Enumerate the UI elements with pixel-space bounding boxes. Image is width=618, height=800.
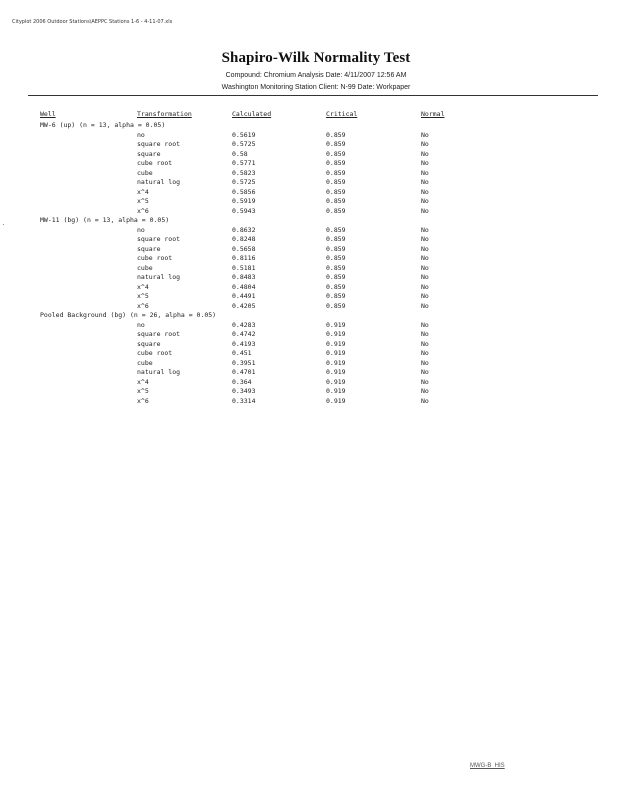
critical-cell: 0.859 bbox=[326, 206, 346, 215]
transformation-cell: x^6 bbox=[137, 396, 149, 405]
transformation-cell: natural log bbox=[137, 178, 181, 186]
table-row bbox=[40, 368, 429, 378]
report-subtitle-compound: Compound: Chromium Analysis Date: 4/11/2007 12:56 AM bbox=[225, 72, 407, 79]
table-row bbox=[40, 301, 429, 312]
calculated-cell: 0.4193 bbox=[232, 339, 256, 348]
critical-cell: 0.919 bbox=[326, 387, 346, 395]
report-title: Shapiro-Wilk Normality Test bbox=[221, 50, 411, 66]
table-row bbox=[40, 235, 429, 245]
table-row bbox=[40, 387, 429, 397]
critical-cell: 0.859 bbox=[326, 292, 346, 300]
table-row bbox=[40, 358, 429, 369]
table-row bbox=[40, 130, 429, 141]
calculated-cell: 0.5771 bbox=[232, 159, 256, 167]
table-row bbox=[40, 225, 429, 236]
table-row bbox=[40, 396, 429, 407]
calculated-cell: 0.5823 bbox=[232, 168, 256, 177]
calculated-cell: 0.5725 bbox=[232, 140, 256, 148]
calculated-cell: 0.5658 bbox=[232, 244, 256, 253]
normal-cell: No bbox=[421, 206, 429, 215]
calculated-cell: 0.364 bbox=[232, 377, 252, 386]
well-group-label: Pooled Background (bg) (n = 26, alpha = 0.05) bbox=[40, 311, 217, 319]
normal-cell: No bbox=[421, 349, 429, 357]
normal-cell: No bbox=[421, 330, 429, 338]
page-footer-id: MWG-B_HIS bbox=[470, 763, 505, 769]
calculated-cell: 0.5725 bbox=[232, 178, 256, 186]
transformation-cell: x^4 bbox=[137, 187, 149, 196]
calculated-cell: 0.8632 bbox=[232, 225, 256, 234]
transformation-cell: natural log bbox=[137, 368, 181, 376]
critical-cell: 0.859 bbox=[326, 130, 346, 139]
transformation-cell: x^6 bbox=[137, 301, 149, 310]
calculated-cell: 0.3951 bbox=[232, 358, 256, 367]
transformation-cell: x^5 bbox=[137, 292, 149, 300]
calculated-cell: 0.8248 bbox=[232, 235, 256, 243]
edge-mark bbox=[3, 224, 4, 225]
calculated-cell: 0.5856 bbox=[232, 187, 256, 196]
table-row bbox=[40, 263, 429, 274]
critical-cell: 0.919 bbox=[326, 349, 346, 357]
transformation-cell: cube bbox=[137, 263, 153, 272]
table-header-row bbox=[40, 110, 445, 120]
critical-cell: 0.859 bbox=[326, 235, 346, 243]
well-group-label: MW-11 (bg) (n = 13, alpha = 0.05) bbox=[40, 216, 170, 224]
file-path-header: Cityplot 2006 Outdoor Stations\AEPPC Stations 1-6 - 4-11-07.xls bbox=[12, 19, 173, 25]
transformation-cell: cube root bbox=[137, 254, 173, 262]
critical-cell: 0.859 bbox=[326, 197, 346, 205]
table-row bbox=[40, 273, 429, 283]
critical-cell: 0.919 bbox=[326, 377, 346, 386]
transformation-cell: square root bbox=[137, 235, 181, 243]
transformation-cell: cube root bbox=[137, 349, 173, 357]
table-row bbox=[40, 320, 429, 331]
calculated-cell: 0.5943 bbox=[232, 206, 256, 215]
transformation-cell: cube root bbox=[137, 159, 173, 167]
table-row bbox=[40, 244, 429, 255]
table-row bbox=[40, 282, 429, 293]
table-row bbox=[40, 339, 429, 350]
normal-cell: No bbox=[421, 187, 429, 196]
critical-cell: 0.859 bbox=[326, 159, 346, 167]
transformation-cell: cube bbox=[137, 358, 153, 367]
table-row bbox=[40, 159, 429, 169]
critical-cell: 0.919 bbox=[326, 358, 346, 367]
table-row bbox=[40, 377, 429, 388]
calculated-cell: 0.8483 bbox=[232, 273, 256, 281]
critical-cell: 0.859 bbox=[326, 244, 346, 253]
calculated-cell: 0.451 bbox=[232, 349, 252, 357]
table-row bbox=[40, 254, 429, 264]
normal-cell: No bbox=[421, 225, 429, 234]
transformation-cell: x^5 bbox=[137, 197, 149, 205]
critical-cell: 0.919 bbox=[326, 368, 346, 376]
table-body bbox=[40, 121, 429, 406]
transformation-cell: square bbox=[137, 244, 161, 253]
transformation-cell: square bbox=[137, 149, 161, 158]
normal-cell: No bbox=[421, 197, 429, 205]
normal-cell: No bbox=[421, 396, 429, 405]
normal-cell: No bbox=[421, 168, 429, 177]
transformation-cell: x^6 bbox=[137, 206, 149, 215]
calculated-cell: 0.5619 bbox=[232, 130, 256, 139]
table-row bbox=[40, 197, 429, 207]
critical-cell: 0.859 bbox=[326, 282, 346, 291]
well-group-label: MW-6 (up) (n = 13, alpha = 0.05) bbox=[40, 121, 166, 129]
normal-cell: No bbox=[421, 235, 429, 243]
transformation-cell: square root bbox=[137, 140, 181, 148]
table-row bbox=[40, 168, 429, 179]
report-subtitle-site: Washington Monitoring Station Client: N-99 Date: Workpaper bbox=[221, 84, 411, 91]
table-row bbox=[40, 330, 429, 340]
calculated-cell: 0.5919 bbox=[232, 197, 256, 205]
critical-cell: 0.919 bbox=[326, 330, 346, 338]
table-row bbox=[40, 149, 429, 160]
critical-cell: 0.919 bbox=[326, 339, 346, 348]
header-divider bbox=[28, 95, 598, 96]
critical-cell: 0.859 bbox=[326, 178, 346, 186]
table-row bbox=[40, 292, 429, 302]
transformation-cell: natural log bbox=[137, 273, 181, 281]
normal-cell: No bbox=[421, 130, 429, 139]
critical-cell: 0.919 bbox=[326, 320, 346, 329]
critical-cell: 0.859 bbox=[326, 254, 346, 262]
critical-cell: 0.859 bbox=[326, 273, 346, 281]
critical-cell: 0.859 bbox=[326, 301, 346, 310]
calculated-cell: 0.4491 bbox=[232, 292, 256, 300]
calculated-cell: 0.3314 bbox=[232, 396, 256, 405]
normal-cell: No bbox=[421, 339, 429, 348]
table-row bbox=[40, 187, 429, 198]
critical-cell: 0.859 bbox=[326, 140, 346, 148]
calculated-cell: 0.4205 bbox=[232, 301, 256, 310]
transformation-cell: no bbox=[137, 320, 145, 329]
critical-cell: 0.859 bbox=[326, 263, 346, 272]
normal-cell: No bbox=[421, 358, 429, 367]
normal-cell: No bbox=[421, 140, 429, 148]
transformation-cell: x^4 bbox=[137, 282, 149, 291]
normal-cell: No bbox=[421, 254, 429, 262]
transformation-cell: x^4 bbox=[137, 377, 149, 386]
col-header-critical: Critical bbox=[326, 110, 358, 118]
transformation-cell: no bbox=[137, 130, 145, 139]
normal-cell: No bbox=[421, 387, 429, 395]
transformation-cell: no bbox=[137, 225, 145, 234]
normal-cell: No bbox=[421, 301, 429, 310]
col-header-normal: Normal bbox=[421, 110, 445, 118]
col-header-calculated: Calculated bbox=[232, 110, 272, 118]
normal-cell: No bbox=[421, 159, 429, 167]
normal-cell: No bbox=[421, 368, 429, 376]
table-row bbox=[40, 140, 429, 150]
normal-cell: No bbox=[421, 244, 429, 253]
transformation-cell: x^5 bbox=[137, 387, 149, 395]
normality-table bbox=[40, 110, 445, 406]
normal-cell: No bbox=[421, 282, 429, 291]
calculated-cell: 0.8116 bbox=[232, 254, 256, 262]
calculated-cell: 0.5181 bbox=[232, 263, 256, 272]
normal-cell: No bbox=[421, 377, 429, 386]
critical-cell: 0.859 bbox=[326, 149, 346, 158]
table-row bbox=[40, 178, 429, 188]
transformation-cell: square bbox=[137, 339, 161, 348]
calculated-cell: 0.4283 bbox=[232, 320, 256, 329]
calculated-cell: 0.4804 bbox=[232, 282, 256, 291]
calculated-cell: 0.3493 bbox=[232, 387, 256, 395]
critical-cell: 0.859 bbox=[326, 187, 346, 196]
normal-cell: No bbox=[421, 178, 429, 186]
calculated-cell: 0.58 bbox=[232, 149, 248, 158]
col-header-transformation: Transformation bbox=[137, 110, 192, 118]
transformation-cell: cube bbox=[137, 168, 153, 177]
normal-cell: No bbox=[421, 149, 429, 158]
critical-cell: 0.919 bbox=[326, 396, 346, 405]
normal-cell: No bbox=[421, 263, 429, 272]
table-row bbox=[40, 206, 429, 217]
normal-cell: No bbox=[421, 273, 429, 281]
critical-cell: 0.859 bbox=[326, 225, 346, 234]
transformation-cell: square root bbox=[137, 330, 181, 338]
table-row bbox=[40, 349, 429, 359]
col-header-well: Well bbox=[40, 110, 56, 118]
normal-cell: No bbox=[421, 320, 429, 329]
normal-cell: No bbox=[421, 292, 429, 300]
critical-cell: 0.859 bbox=[326, 168, 346, 177]
calculated-cell: 0.4701 bbox=[232, 368, 256, 376]
calculated-cell: 0.4742 bbox=[232, 330, 256, 338]
